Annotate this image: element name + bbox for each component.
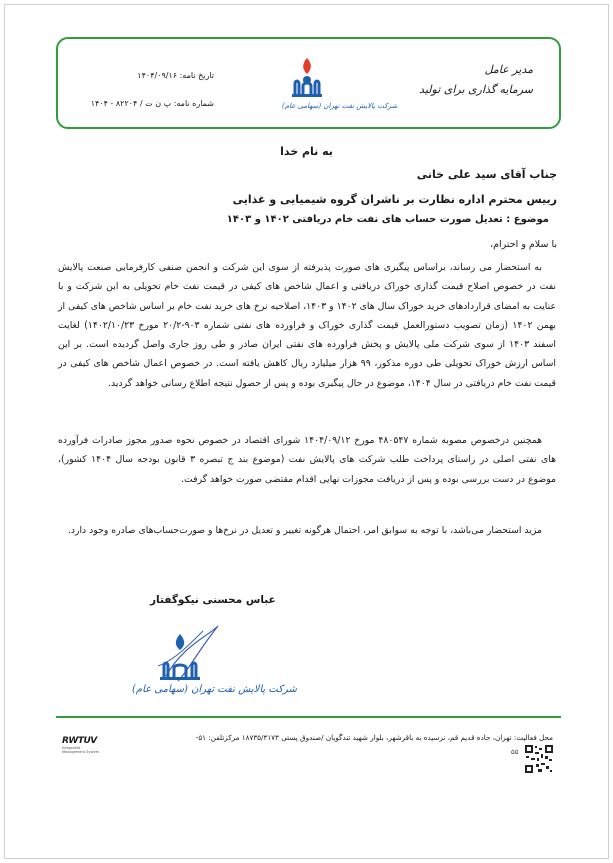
recipient-title: رییس محترم اداره نظارت بر ناشران گروه شیمیایی و غذایی — [232, 193, 557, 206]
letterhead-title — [419, 60, 533, 100]
investment-slogan: سرمایه گذاری برای تولید — [419, 83, 533, 96]
logo-caption: شرکت پالایش نفت تهران (سهامی عام) — [282, 102, 398, 110]
letter-date: تاریخ نامه: ۱۴۰۴/۰۹/۱۶ — [137, 71, 214, 80]
body-paragraph-1: به استحضار می رساند، براساس پیگیری های صورت پذیرفته از سوی این شرکت و انجمن صنفی کارفرمایی صنعت پالایش نفت در خصوص اصلاح قیمت گذاری خوراک دریافتی و اعمال شاخص های کیفی در قیمت نفت خام تحویلی به این شرکت و با عنایت به امضای قراردادهای خرید خوراک سال های ۱۴۰۲ و ۱۴۰۳، اصلاحیه نرخ های خرید نفت خام بر اساس شاخص های کیفی از بهمن ۱۴۰۲ (زمان تصویب دستورالعمل قیمت گذاری خوراک و فراورده های نفتی شماره ۹۰۳-۲۰/۲ مورخ ۱۴۰۲/۱۰/۲۳) لغایت اسفند ۱۴۰۳ از سوی شرکت ملی پالایش و پخش فراورده های نفتی ایران صادر و طی روز جاری واصل گردیده است. بر این اساس ارزش خوراک تحویلی طی دوره مذکور، ۹۹ هزار میلیارد ریال کاهش یافته است. در خصوص اعمال شاخص های کیفی در قیمت نفت خام دریافتی در سال ۱۴۰۴، موضوع در حال پیگیری بوده و پس از حصول نتیجه اطلاع رسانی خواهد گردید. — [58, 262, 557, 389]
cert-subtitle: Integrated Management System — [62, 746, 100, 754]
page-number: ۵۵ — [511, 748, 519, 756]
certification-logo — [62, 736, 104, 768]
signer-name: عباس محسنی نیکوگفتار — [150, 594, 276, 606]
body-paragraph-3: مزید استحضار می‌باشد، با توجه به سوابق امر، احتمال هرگونه تغییر و تعدیل در نرخ‌ها و صورت‌حساب‌های صادره وجود دارد. — [67, 525, 542, 536]
greeting: با سلام و احترام، — [490, 239, 557, 250]
stamp-caption: شرکت پالایش نفت تهران (سهامی عام) — [132, 684, 297, 695]
subject-line: موضوع : تعدیل صورت حساب های نفت خام دریافتی ۱۴۰۲ و ۱۴۰۳ — [226, 214, 549, 225]
recipient-name: جناب آقای سید علی خانی — [416, 168, 557, 181]
ceo-title: مدیر عامل — [484, 63, 533, 76]
letter-meta — [64, 62, 214, 118]
basmala: به نام خدا — [280, 145, 333, 158]
letter-number: شماره نامه: پ ن ت / ۸۲۲۰۴ - ۱۴۰۴ — [90, 99, 214, 108]
signature-stamp-icon — [128, 616, 260, 716]
cert-name: RWTUV — [62, 736, 97, 746]
footer-divider — [56, 716, 561, 718]
refinery-flame-icon — [287, 56, 327, 98]
body-paragraph-2: همچنین درخصوص مصوبه شماره ۴۸۰۵۴۷ مورخ ۱۴۰۴/۰۹/۱۲ شورای اقتصاد در خصوص نحوه صدور مجوز صادرات فرآورده های نفتی اصلی در راستای پرداخت طلب شرکت های پالایش نفت (موضوع بند ج تبصره ۳ قانون بودجه سال ۱۴۰۴ کشور)، موضوع در دست بررسی بوده و پس از دریافت مجوزات نهایی اقدام مقتضی صورت خواهد گرفت. — [58, 435, 556, 485]
qr-code-icon — [524, 744, 554, 774]
company-logo — [282, 56, 398, 114]
footer-address: محل فعالیت: تهران، جاده قدیم قم، نرسیده به باقرشهر، بلوار شهید تندگویان /صندوق پستی ۱۸۷۳۵/۴۱۷۳ مرکزتلفن: ۵۱- — [195, 733, 553, 742]
